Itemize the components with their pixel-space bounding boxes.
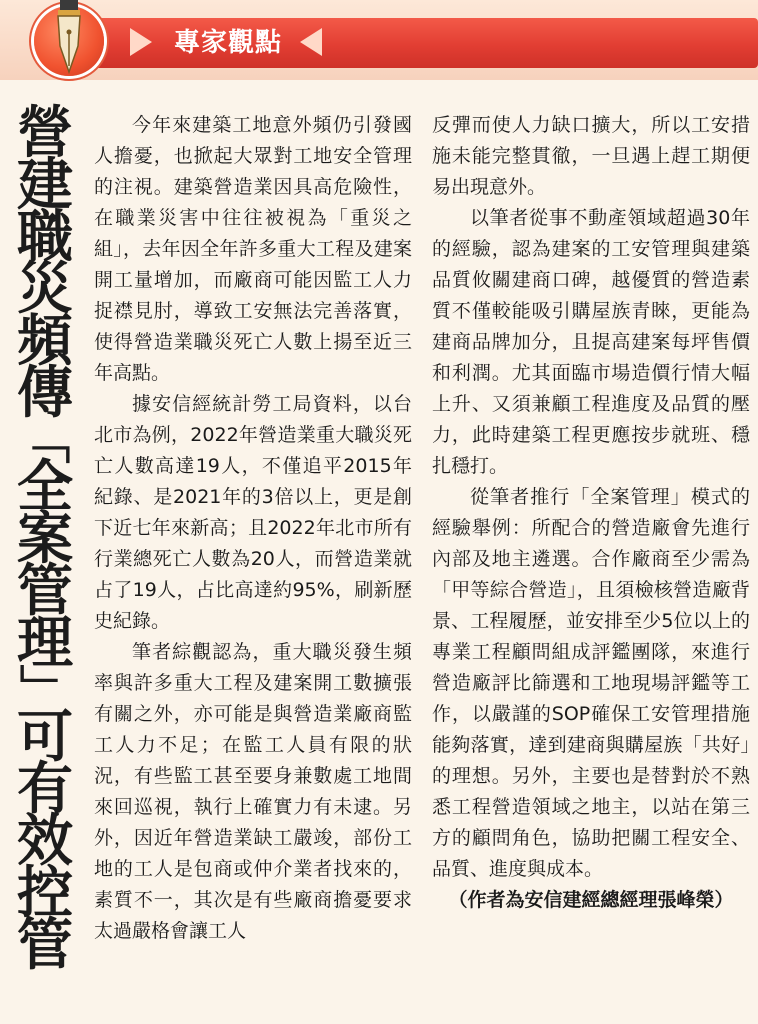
fountain-pen-icon — [54, 0, 84, 76]
author-byline: （作者為安信建經總經理張峰榮） — [448, 889, 734, 911]
article-paragraph: 據安信經統計勞工局資料，以台北市為例，2022年營造業重大職災死亡人數高達19人，不僅追平2015年紀錄、是2021年的3倍以上，更是創下近七年來新高；且2022年北市所有行業總死亡人數為20人，而營造業就占了19人，占比高達約95%，刷新歷史紀錄。 — [94, 393, 412, 632]
headline — [14, 101, 76, 1008]
headline-char: 效 — [17, 809, 73, 874]
headline-char: ﹁ — [20, 412, 70, 470]
article-column-1 — [94, 110, 412, 947]
headline-char: 有 — [17, 757, 73, 822]
headline-char: 頻 — [17, 309, 73, 374]
headline-char: 管 — [17, 559, 73, 624]
article-paragraph: 今年來建築工地意外頻仍引發國人擔憂，也掀起大眾對工地安全管理的注視。建築營造業因具高危險性，在職業災害中往往被視為「重災之組」，去年因全年許多重大工程及建案開工量增加，而廠商可能因監工人力捉襟見肘，導致工安無法完善落實，使得營造業職災死亡人數上揚至近三年高點。 — [94, 114, 412, 384]
article-paragraph: 以筆者從事不動產領域超過30年的經驗，認為建案的工安管理與建築品質攸關建商口碑，越優質的營造素質不僅較能吸引購屋族青睞，更能為建商品牌加分，且提高建案每坪售價和利潤。尤其面臨市場造價行情大幅上升、又須兼顧工程進度及品質的壓力，此時建築工程更應按步就班、穩扎穩打。 — [432, 207, 750, 477]
article-paragraph: 從筆者推行「全案管理」模式的經驗舉例：所配合的營造廠會先進行內部及地主遴選。合作廠商至少需為「甲等綜合營造」，且須檢核營造廠背景、工程履歷，並安排至少5位以上的專業工程顧問組成評鑑團隊，來進行營造廠評比篩選和工地現場評鑑等工作，以嚴謹的SOP確保工安管理措施能夠落實，達到建商與購屋族「共好」的理想。另外，主要也是替對於不熟悉工程營造領域之地主，以站在第三方的顧問角色，協助把關工程安全、品質、進度與成本。 — [432, 486, 750, 880]
headline-char: 案 — [17, 507, 73, 572]
article-column-2 — [432, 110, 750, 916]
headline-char: 傳 — [17, 361, 73, 426]
headline-char: 營 — [17, 101, 73, 166]
article-paragraph: 筆者綜觀認為，重大職災發生頻率與許多重大工程及建案開工數擴張有關之外，亦可能是與營造業廠商監工人力不足；在監工人員有限的狀況，有些監工甚至要身兼數處工地間來回巡視，執行上確實力有未逮。另外，因近年營造業缺工嚴竣，部份工地的工人是包商或仲介業者找來的，素質不一，其次是有些廠商擔憂要求太過嚴格會讓工人 — [94, 641, 412, 942]
section-title: 專家觀點 — [173, 28, 282, 58]
banner-arrow-left — [300, 28, 322, 56]
banner-arrow-right — [130, 28, 152, 56]
headline-char: 控 — [17, 861, 73, 926]
article-paragraph: 反彈而使人力缺口擴大，所以工安措施未能完整貫徹，一旦遇上趕工期便易出現意外。 — [432, 114, 750, 198]
headline-char: 全 — [17, 455, 73, 520]
headline-char: 理 — [17, 611, 73, 676]
headline-char: ﹂ — [20, 662, 70, 720]
headline-char: 可 — [17, 705, 73, 770]
headline-char: 職 — [17, 205, 73, 270]
headline-char: 管 — [17, 913, 73, 978]
section-banner — [0, 0, 758, 80]
headline-char: 建 — [17, 153, 73, 218]
headline-char: 災 — [17, 257, 73, 322]
